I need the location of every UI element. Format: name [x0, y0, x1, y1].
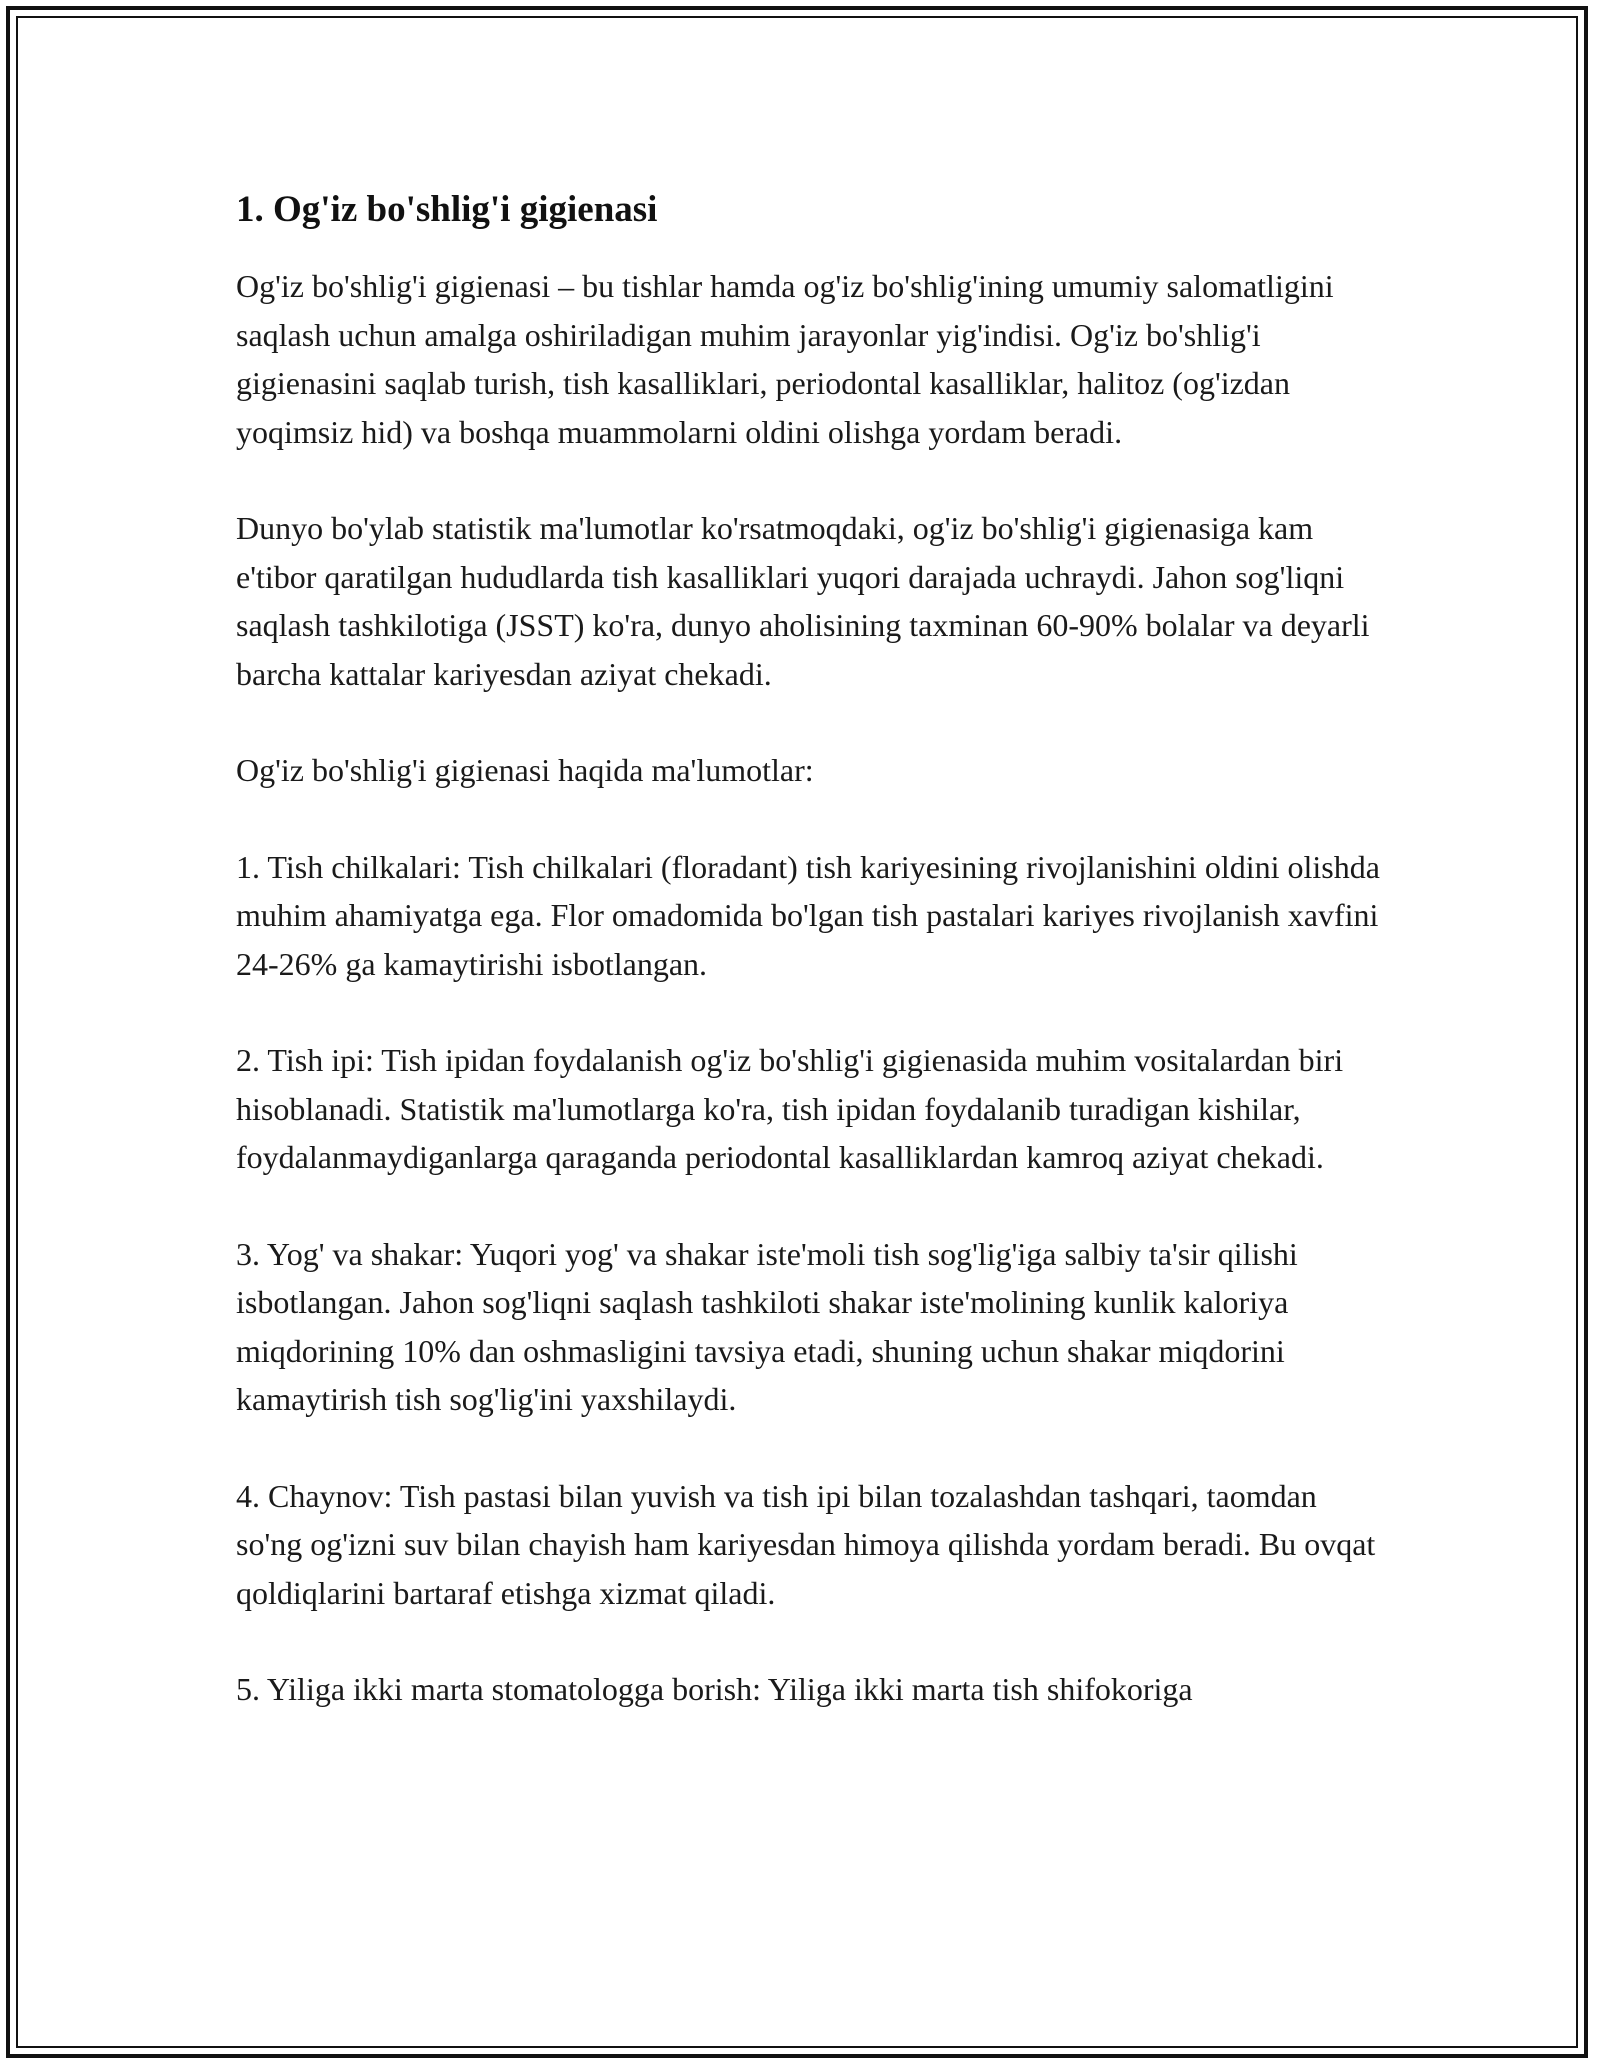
paragraph-statistics: Dunyo bo'ylab statistik ma'lumotlar ko'rsatmoqdaki, og'iz bo'shlig'i gigienasiga kam e'tibor qaratilgan hududlarda tish kasalliklari yuqori darajada uchraydi. Jahon sog'liqni saqlash tashkilotiga (JSST) ko'ra, dunyo aholisining taxminan 60-90% bolalar va deyarli barcha kattalar kariyesdan aziyat chekadi. — [236, 510, 1370, 692]
paragraph-intro: Og'iz bo'shlig'i gigienasi – bu tishlar hamda og'iz bo'shlig'ining umumiy salomatligini saqlash uchun amalga oshiriladigan muhim jarayonlar yig'indisi. Og'iz bo'shlig'i gigienasini saqlab turish, tish kasalliklari, periodontal kasalliklar, halitoz (og'izdan yoqimsiz hid) va boshqa muammolarni oldini olishga yordam beradi. — [236, 268, 1334, 450]
list-item-tooth-paste: 1. Tish chilkalari: Tish chilkalari (floradant) tish kariyesining rivojlanishini oldini olishda muhim ahamiyatga ega. Flor omadomida bo'lgan tish pastalari kariyes rivojlanish xavfini 24-26% ga kamaytirishi isbotlangan. — [236, 848, 1380, 982]
list-item-dentist-visits: 5. Yiliga ikki marta stomatologga borish: Yiliga ikki marta tish shifokoriga — [236, 1671, 1193, 1708]
document-body — [236, 186, 1386, 1762]
section-heading: 1. Og'iz bo'shlig'i gigienasi — [236, 189, 658, 230]
paragraph-list-intro: Og'iz bo'shlig'i gigienasi haqida ma'lumotlar: — [236, 752, 814, 789]
list-item-dental-floss: 2. Tish ipi: Tish ipidan foydalanish og'iz bo'shlig'i gigienasida muhim vositalardan biri hisoblanadi. Statistik ma'lumotlarga ko'ra, tish ipidan foydalanib turadigan kishilar, foydalanmaydiganlarga qaraganda periodontal kasalliklardan kamroq aziyat chekadi. — [236, 1042, 1344, 1176]
list-item-fat-and-sugar: 3. Yog' va shakar: Yuqori yog' va shakar iste'moli tish sog'lig'iga salbiy ta'sir qilishi isbotlangan. Jahon sog'liqni saqlash tashkiloti shakar iste'molining kunlik kaloriya miqdorining 10% dan oshmasligini tavsiya etadi, shuning uchun shakar miqdorini kamaytirish tish sog'lig'ini yaxshilaydi. — [236, 1235, 1298, 1418]
list-item-rinsing: 4. Chaynov: Tish pastasi bilan yuvish va tish ipi bilan tozalashdan tashqari, taomdan so'ng og'izni suv bilan chayish ham kariyesdan himoya qilishda yordam beradi. Bu ovqat qoldiqlarini bartaraf etishga xizmat qiladi. — [236, 1477, 1376, 1611]
